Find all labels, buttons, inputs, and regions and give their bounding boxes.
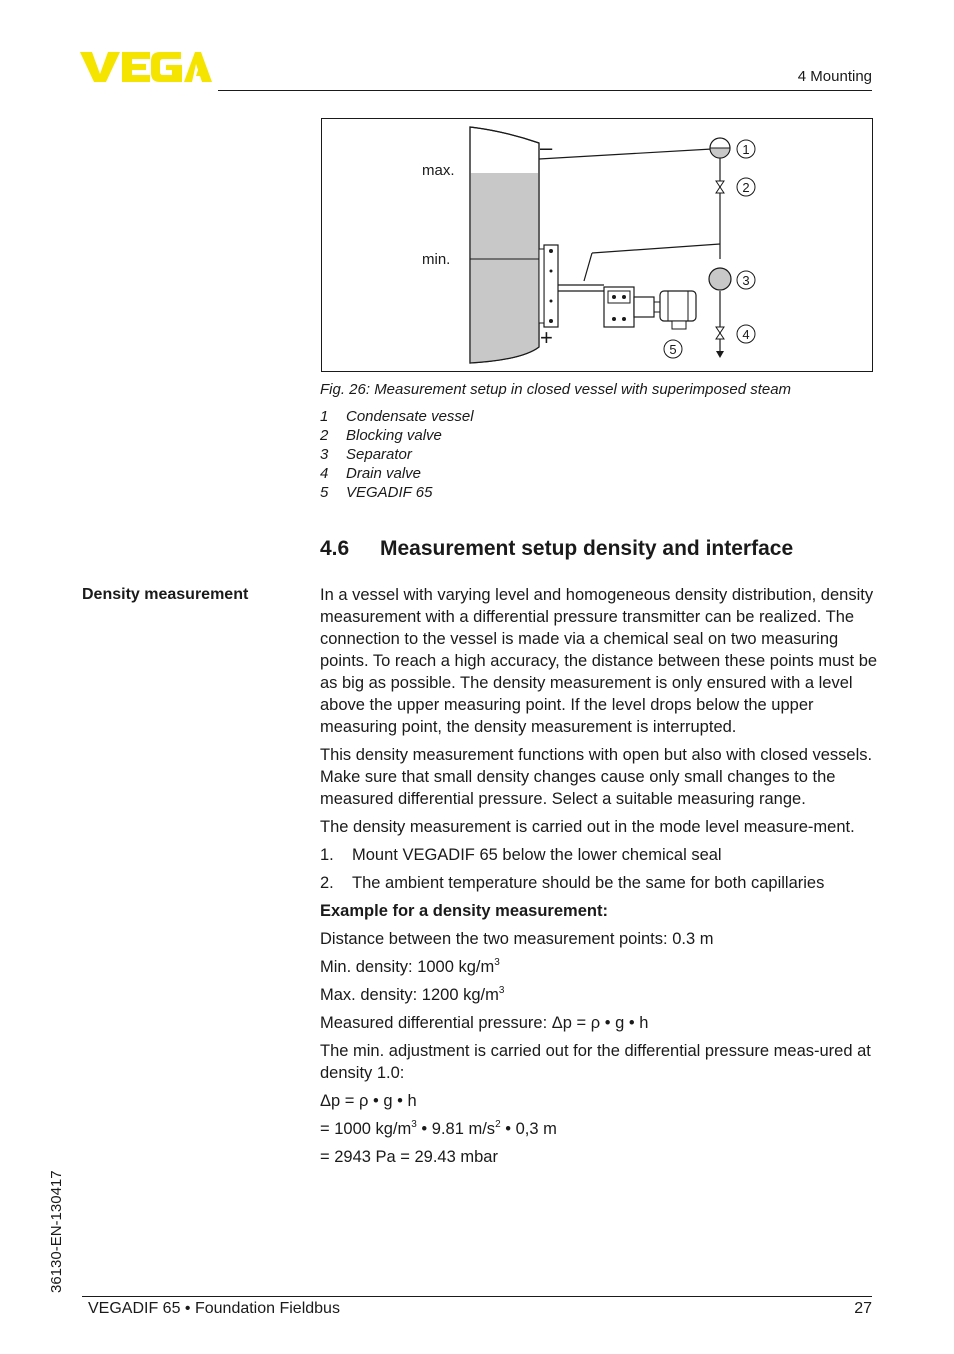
example-heading: Example for a density measurement: [320,902,608,920]
side-label: Density measurement [82,586,249,603]
formula-line: Δp = ρ • g • h [320,1092,417,1110]
body-text [320,584,880,1174]
paragraph: The density measurement is carried out in the mode level measure-ment. [320,818,855,836]
section-heading [320,537,793,561]
min-adjust-paragraph: The min. adjustment is carried out for the differential pressure meas-ured at density 1.0: [320,1042,871,1082]
footer-title: VEGADIF 65 • Foundation Fieldbus [88,1300,340,1317]
result-line: = 2943 Pa = 29.43 mbar [320,1148,498,1166]
callout-1: 1 [742,142,750,157]
header-divider [218,90,872,91]
legend-item: 4 Drain valve [320,465,422,482]
section-label: 4 Mounting [797,68,872,85]
document-id: 36130-EN-130417 [48,1170,65,1293]
vessel-liquid [470,173,539,363]
list-item: 1. Mount VEGADIF 65 below the lower chemical seal [320,846,722,864]
figure-diagram [321,118,873,372]
max-label: max. [422,162,455,179]
callout-3: 3 [742,273,750,288]
max-density-line: Max. density: 1200 $kg/m^3$ [320,984,505,1004]
callout-5: 5 [669,342,677,357]
callout-4: 4 [742,327,750,342]
callout-2: 2 [742,180,750,195]
legend-item: 3 Separator [320,446,412,463]
vega-logo [80,50,212,84]
legend-item: 2 Blocking valve [320,427,442,444]
plus-sign: + [540,325,553,350]
measured-pressure-line: Measured differential pressure: Δp = ρ • g • h [320,1014,649,1032]
legend-item: 1 Condensate vessel [320,408,474,425]
legend-item: 5 VEGADIF 65 [320,484,433,501]
min-label: min. [422,251,451,268]
paragraph: In a vessel with varying level and homogeneous density distribution, density measurement with a differential pressure transmitter can be realized. The connection to the vessel is made via a chemical seal on two measuring points. To reach a high accuracy, the distance between these points must be as big as possible. The density measurement is only ensured with a level above the upper measuring point. If the level drops below the upper measuring point, the density measurement is interrupted. [320,586,878,736]
figure-legend [320,407,474,502]
section-number: 4.6 [320,537,350,560]
minus-sign: – [540,135,553,160]
list-item: 2. The ambient temperature should be the same for both capillaries [320,874,825,892]
calculation-line: = 1000 $kg/m^3$ • 9.81 $m/s^2$ • 0,3 m [320,1118,557,1138]
paragraph: This density measurement functions with open but also with closed vessels. Make sure that small density changes cause only small changes to the measured differential pressure. Select a suitable measuring range. [320,746,873,808]
min-density-line: Min. density: 1000 $kg/m^3$ [320,956,500,976]
page-number: 27 [854,1300,872,1317]
distance-line: Distance between the two measurement points: 0.3 m [320,930,714,948]
footer-divider [82,1296,872,1297]
figure-caption: Fig. 26: Measurement setup in closed vessel with superimposed steam [320,381,792,398]
section-title: Measurement setup density and interface [380,537,794,560]
